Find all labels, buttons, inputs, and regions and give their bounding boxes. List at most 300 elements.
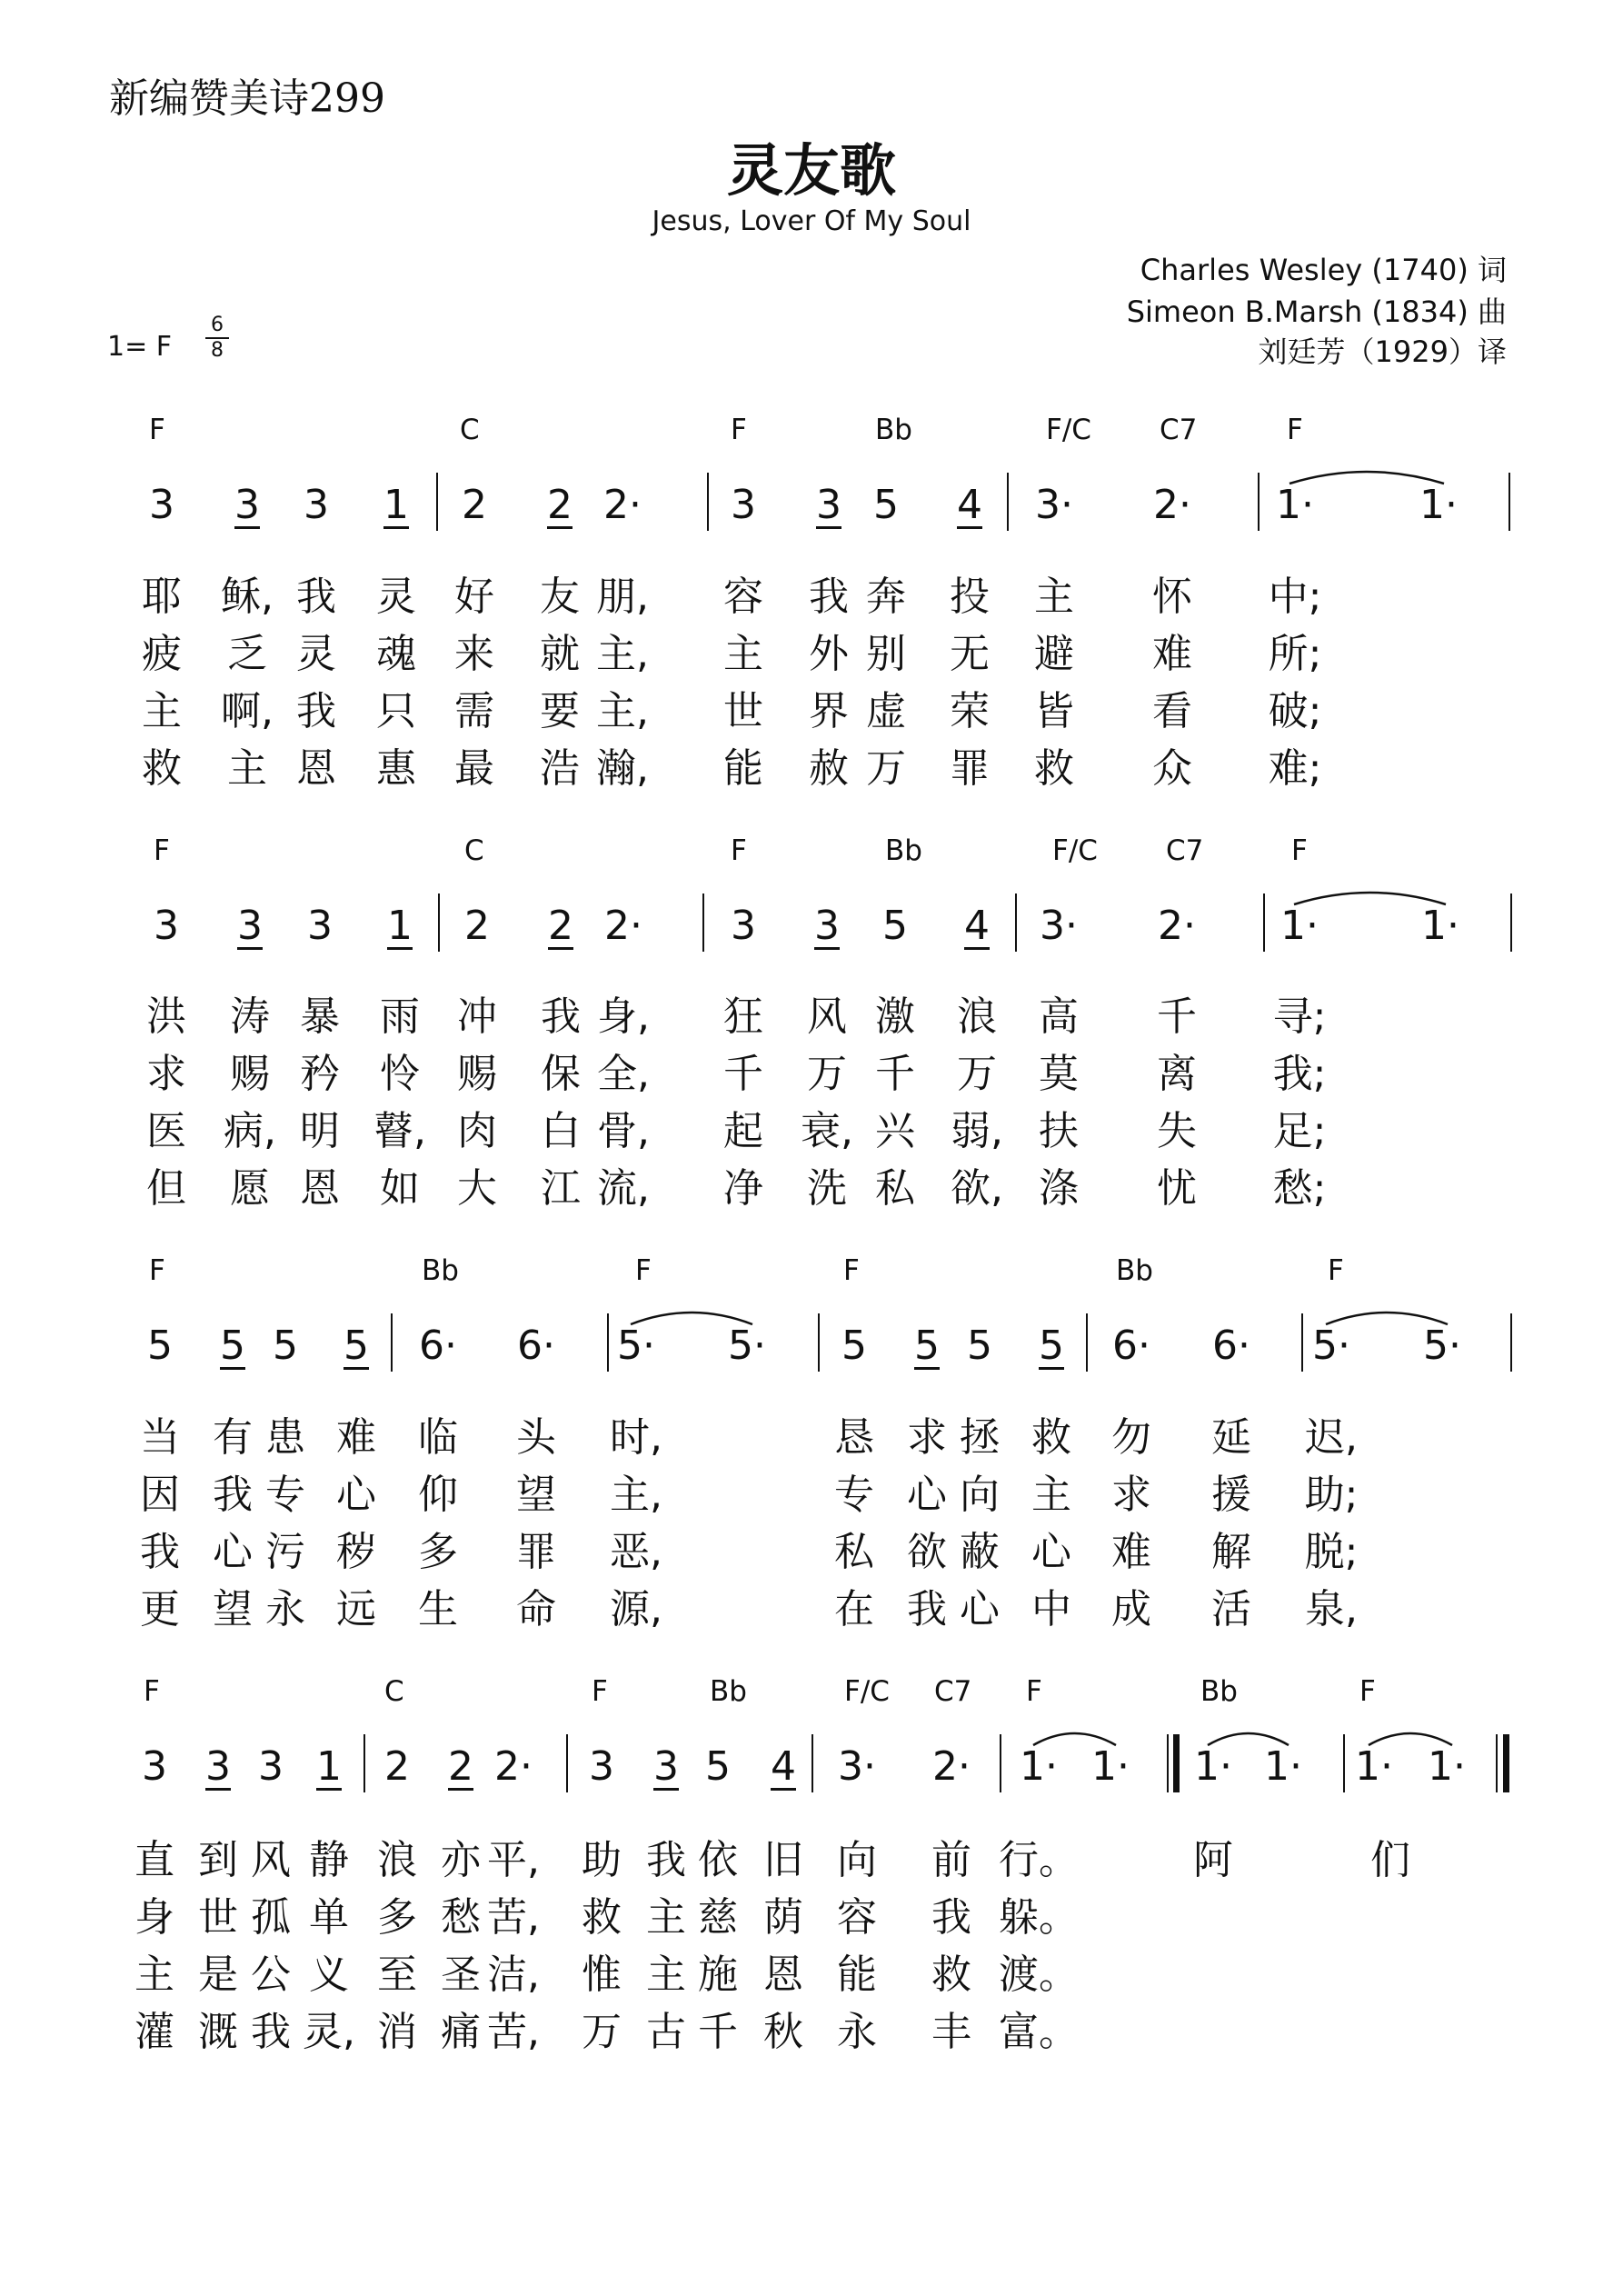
lyric-syllable: 净 [723,1165,763,1212]
jianpu-note: 2· [604,903,642,949]
lyric-syllable: 更 [140,1586,180,1632]
lyric-syllable: 仰 [418,1472,458,1518]
lyric-syllable: 身 [134,1894,174,1941]
lyric-syllable: 脱; [1304,1529,1359,1575]
lyric-syllable: 私 [875,1165,915,1212]
lyric-syllable: 赐 [230,1051,270,1097]
lyric-syllable: 冲 [457,993,497,1040]
lyric-syllable: 永 [265,1586,305,1632]
lyric-syllable: 怀 [1152,574,1192,620]
bar-line [1510,1313,1512,1372]
lyric-syllable: 主 [227,745,267,792]
lyric-syllable: 秽 [336,1529,376,1575]
lyric-syllable: 魂 [376,631,416,677]
lyric-syllable: 但 [146,1165,186,1212]
lyric-syllable: 赐 [457,1051,497,1097]
lyric-syllable: 大 [457,1165,497,1212]
chord-symbol: Bb [1116,1254,1153,1287]
lyric-syllable: 罪 [516,1529,556,1575]
tie-slur [629,1306,754,1328]
lyric-syllable: 求 [146,1051,186,1097]
jianpu-note: 2· [1153,482,1191,528]
bar-line [607,1313,609,1372]
lyric-syllable: 千 [723,1051,763,1097]
lyric-syllable: 专 [834,1472,874,1518]
chord-symbol: F [149,1254,165,1287]
jianpu-note: 3 [237,903,263,949]
tie-slur [1292,886,1448,908]
lyric-syllable: 浪 [377,1837,417,1883]
lyric-syllable: 行。 [999,1837,1079,1883]
jianpu-note: 3 [304,482,329,528]
chord-symbol: F [1359,1675,1376,1708]
lyric-syllable: 界 [809,688,849,734]
chord-symbol: C [460,414,480,446]
jianpu-note: 5 [1039,1323,1064,1369]
chord-symbol: F [1287,414,1303,446]
lyric-syllable: 主, [596,631,649,677]
chord-symbol: F [635,1254,652,1287]
lyric-syllable: 心 [960,1586,1000,1632]
lyric-syllable: 看 [1152,688,1192,734]
lyric-syllable: 身, [597,993,650,1040]
lyric-syllable: 友 [540,574,580,620]
jianpu-note: 1 [387,903,413,949]
lyric-syllable: 活 [1211,1586,1251,1632]
lyric-syllable: 衰, [801,1108,853,1154]
lyric-syllable: 直 [134,1837,174,1883]
lyric-syllable: 弱, [951,1108,1003,1154]
lyric-syllable: 全, [597,1051,650,1097]
lyric-syllable: 向 [837,1837,877,1883]
chord-symbol: F [154,834,170,867]
bar-line [1510,893,1512,952]
lyric-syllable: 望 [516,1472,556,1518]
chord-symbol: F [731,834,747,867]
jianpu-note: 2· [603,482,642,528]
chord-symbol: F [1328,1254,1344,1287]
translator-credit: 刘廷芳（1929）译 [1258,334,1507,369]
lyric-syllable: 外 [809,631,849,677]
jianpu-note: 1· [1419,482,1458,528]
jianpu-note: 2 [384,1743,410,1790]
lyric-syllable: 阿 [1193,1837,1233,1883]
lyric-syllable: 渡。 [999,1952,1079,1998]
bar-line [566,1734,568,1792]
song-title: 灵友歌 [726,137,896,204]
lyric-syllable: 们 [1370,1837,1410,1883]
lyric-syllable: 至 [377,1952,417,1998]
jianpu-note: 5 [914,1323,940,1369]
lyric-syllable: 众 [1152,745,1192,792]
lyric-syllable: 虚 [866,688,906,734]
lyric-syllable: 耶 [142,574,182,620]
lyric-syllable: 无 [950,631,990,677]
lyric-syllable: 多 [377,1894,417,1941]
lyric-syllable: 怜 [380,1051,420,1097]
lyric-syllable: 恩 [763,1952,803,1998]
bar-line [1508,473,1510,531]
lyric-syllable: 江 [541,1165,581,1212]
lyric-syllable: 如 [380,1165,420,1212]
lyric-syllable: 施 [698,1952,738,1998]
jianpu-note: 1 [383,482,409,528]
lyric-syllable: 头 [516,1414,556,1461]
tie-slur [1367,1727,1454,1749]
lyric-syllable: 助; [1304,1472,1359,1518]
jianpu-note: 6· [419,1323,457,1369]
lyric-syllable: 慈 [698,1894,738,1941]
lyric-syllable: 古 [646,2009,686,2055]
jianpu-note: 3 [149,482,174,528]
lyric-syllable: 明 [300,1108,340,1154]
lyric-syllable: 救 [1031,1414,1071,1461]
lyric-syllable: 愁; [1272,1165,1327,1212]
jianpu-note: 1· [1421,903,1459,949]
lyricist-credit: Charles Wesley (1740) 词 [1140,253,1507,287]
lyric-syllable: 苦, [487,1894,540,1941]
lyric-syllable: 向 [960,1472,1000,1518]
lyric-syllable: 灵 [296,631,336,677]
jianpu-note: 4 [964,903,990,949]
lyric-syllable: 高 [1039,993,1079,1040]
lyric-syllable: 丰 [931,2009,971,2055]
lyric-syllable: 我; [1272,1051,1327,1097]
lyric-syllable: 荣 [950,688,990,734]
lyric-syllable: 心 [336,1472,376,1518]
chord-symbol: C [384,1675,404,1708]
lyric-syllable: 主 [134,1952,174,1998]
jianpu-note: 3 [814,903,840,949]
jianpu-note: 5 [882,903,908,949]
lyric-syllable: 主, [610,1472,662,1518]
lyric-syllable: 惟 [582,1952,622,1998]
lyric-syllable: 延 [1211,1414,1251,1461]
lyric-syllable: 好 [454,574,494,620]
lyric-syllable: 万 [957,1051,997,1097]
lyric-syllable: 难 [1152,631,1192,677]
lyric-syllable: 多 [418,1529,458,1575]
lyric-syllable: 流, [597,1165,650,1212]
lyric-syllable: 只 [376,688,416,734]
jianpu-note: 2· [494,1743,533,1790]
jianpu-note: 6· [1212,1323,1250,1369]
lyric-syllable: 难 [336,1414,376,1461]
bar-line [1263,893,1265,952]
lyric-syllable: 主 [1034,574,1074,620]
lyric-syllable: 蔽 [960,1529,1000,1575]
chord-symbol: F [592,1675,608,1708]
lyric-syllable: 骨, [597,1108,650,1154]
lyric-syllable: 瀚, [596,745,649,792]
lyric-syllable: 主 [142,688,182,734]
jianpu-note: 1· [1020,1743,1058,1790]
chord-symbol: Bb [1200,1675,1238,1708]
lyric-syllable: 狂 [723,993,763,1040]
jianpu-note: 2 [462,482,487,528]
jianpu-note: 5· [728,1323,766,1369]
lyric-syllable: 就 [540,631,580,677]
lyric-syllable: 医 [146,1108,186,1154]
lyric-syllable: 破; [1268,688,1322,734]
jianpu-note: 2 [547,482,573,528]
lyric-syllable: 秋 [763,2009,803,2055]
jianpu-note: 1· [1355,1743,1393,1790]
lyric-syllable: 主 [1031,1472,1071,1518]
lyric-syllable: 泉, [1305,1586,1358,1632]
jianpu-note: 5 [873,482,899,528]
lyric-syllable: 解 [1211,1529,1251,1575]
jianpu-note: 3 [653,1743,679,1790]
lyric-syllable: 心 [213,1529,253,1575]
song-subtitle: Jesus, Lover Of My Soul [652,205,971,237]
lyric-syllable: 万 [866,745,906,792]
lyric-syllable: 我 [213,1472,253,1518]
lyric-syllable: 白 [541,1108,581,1154]
lyric-syllable: 我 [296,574,336,620]
jianpu-note: 5· [1423,1323,1461,1369]
time-signature-top: 6 [211,314,224,336]
chord-symbol: Bb [875,414,912,446]
bar-line [1086,1313,1088,1372]
lyric-syllable: 万 [582,2009,622,2055]
composer-credit: Simeon B.Marsh (1834) 曲 [1126,294,1507,329]
lyric-syllable: 奔 [866,574,906,620]
bar-line [438,893,440,952]
lyric-syllable: 最 [454,745,494,792]
lyric-syllable: 躲。 [999,1894,1079,1941]
jianpu-note: 6· [1112,1323,1150,1369]
lyric-syllable: 远 [336,1586,376,1632]
jianpu-note: 3 [154,903,179,949]
lyric-syllable: 赦 [809,745,849,792]
lyric-syllable: 荫 [763,1894,803,1941]
jianpu-note: 3 [258,1743,284,1790]
bar-line [363,1734,365,1792]
lyric-syllable: 在 [834,1586,874,1632]
lyric-syllable: 万 [807,1051,847,1097]
lyric-syllable: 疲 [142,631,182,677]
lyric-syllable: 我 [646,1837,686,1883]
lyric-syllable: 洪 [146,993,186,1040]
jianpu-note: 5· [617,1323,655,1369]
final-bar-line [1503,1734,1509,1792]
jianpu-note: 5 [344,1323,369,1369]
jianpu-note: 2 [464,903,490,949]
jianpu-note: 3 [307,903,333,949]
lyric-syllable: 稣, [221,574,274,620]
lyric-syllable: 容 [837,1894,877,1941]
lyric-syllable: 到 [198,1837,238,1883]
lyric-syllable: 心 [907,1472,947,1518]
lyric-syllable: 我 [907,1586,947,1632]
lyric-syllable: 失 [1157,1108,1197,1154]
key-signature: 1= F [107,331,173,363]
lyric-syllable: 世 [198,1894,238,1941]
lyric-syllable: 灵 [376,574,416,620]
lyric-syllable: 主, [596,688,649,734]
chord-symbol: F [843,1254,860,1287]
lyric-syllable: 离 [1157,1051,1197,1097]
lyric-syllable: 公 [251,1952,291,1998]
chord-symbol: C7 [934,1675,972,1708]
jianpu-note: 1· [1264,1743,1302,1790]
lyric-syllable: 溉 [198,2009,238,2055]
jianpu-note: 3 [589,1743,614,1790]
lyric-syllable: 涛 [230,993,270,1040]
chord-symbol: C7 [1160,414,1198,446]
lyric-syllable: 私 [834,1529,874,1575]
lyric-syllable: 洗 [807,1165,847,1212]
lyric-syllable: 千 [698,2009,738,2055]
lyric-syllable: 寻; [1272,993,1327,1040]
lyric-syllable: 朋, [596,574,649,620]
lyric-syllable: 恳 [834,1414,874,1461]
jianpu-note: 3 [816,482,841,528]
jianpu-note: 1· [1276,482,1314,528]
bar-line [702,893,704,952]
jianpu-note: 5 [273,1323,298,1369]
lyric-syllable: 痛 [441,2009,481,2055]
jianpu-note: 1· [1280,903,1319,949]
lyric-syllable: 欲 [907,1529,947,1575]
jianpu-note: 2· [932,1743,971,1790]
bar-line [1167,1734,1169,1792]
tie-slur [1031,1727,1118,1749]
lyric-syllable: 保 [541,1051,581,1097]
lyric-syllable: 瞽, [373,1108,426,1154]
lyric-syllable: 当 [140,1414,180,1461]
lyric-syllable: 忧 [1157,1165,1197,1212]
chord-symbol: F/C [1046,414,1091,446]
jianpu-note: 3 [731,482,756,528]
lyric-syllable: 求 [1111,1472,1151,1518]
lyric-syllable: 勿 [1111,1414,1151,1461]
lyric-syllable: 风 [807,993,847,1040]
lyric-syllable: 能 [723,745,763,792]
lyric-syllable: 灌 [134,2009,174,2055]
lyric-syllable: 前 [931,1837,971,1883]
lyric-syllable: 恩 [296,745,336,792]
lyric-syllable: 生 [418,1586,458,1632]
bar-line [1007,473,1009,531]
lyric-syllable: 千 [1157,993,1197,1040]
jianpu-note: 3· [838,1743,876,1790]
lyric-syllable: 投 [950,574,990,620]
lyric-syllable: 难; [1268,745,1322,792]
jianpu-note: 5 [841,1323,867,1369]
lyric-syllable: 助 [582,1837,622,1883]
lyric-syllable: 救 [1034,745,1074,792]
lyric-syllable: 乏 [227,631,267,677]
jianpu-note: 2· [1158,903,1196,949]
chord-symbol: F [1291,834,1308,867]
lyric-syllable: 我 [140,1529,180,1575]
chord-symbol: F/C [1052,834,1098,867]
jianpu-note: 3· [1040,903,1078,949]
lyric-syllable: 惠 [376,745,416,792]
lyric-syllable: 我 [541,993,581,1040]
lyric-syllable: 时, [610,1414,662,1461]
lyric-syllable: 愿 [230,1165,270,1212]
lyric-syllable: 愁 [441,1894,481,1941]
lyric-syllable: 千 [875,1051,915,1097]
lyric-syllable: 扶 [1039,1108,1079,1154]
lyric-syllable: 灵, [303,2009,355,2055]
tie-slur [1288,465,1446,487]
lyric-syllable: 要 [540,688,580,734]
lyric-syllable: 源, [610,1586,662,1632]
lyric-syllable: 恩 [300,1165,340,1212]
jianpu-note: 5 [967,1323,992,1369]
lyric-syllable: 援 [1211,1472,1251,1518]
lyric-syllable: 矜 [300,1051,340,1097]
bar-line [707,473,709,531]
jianpu-note: 4 [957,482,982,528]
lyric-syllable: 旧 [763,1837,803,1883]
lyric-syllable: 命 [516,1586,556,1632]
lyric-syllable: 雨 [380,993,420,1040]
lyric-syllable: 别 [866,631,906,677]
lyric-syllable: 污 [265,1529,305,1575]
bar-line [812,1734,813,1792]
lyric-syllable: 救 [582,1894,622,1941]
time-signature-bottom: 8 [211,339,224,362]
lyric-syllable: 莫 [1039,1051,1079,1097]
lyric-syllable: 罪 [950,745,990,792]
final-bar-line [1496,1734,1498,1792]
chord-symbol: F/C [844,1675,890,1708]
jianpu-note: 5 [147,1323,173,1369]
lyric-syllable: 义 [309,1952,349,1998]
chord-symbol: F [731,414,747,446]
jianpu-note: 3 [234,482,260,528]
lyric-syllable: 亦 [441,1837,481,1883]
lyric-syllable: 我 [296,688,336,734]
lyric-syllable: 中; [1268,574,1322,620]
lyric-syllable: 迟, [1305,1414,1358,1461]
tie-slur [1324,1306,1449,1328]
lyric-syllable: 心 [1031,1529,1071,1575]
bar-line [1258,473,1260,531]
lyric-syllable: 肉 [457,1108,497,1154]
lyric-syllable: 单 [309,1894,349,1941]
lyric-syllable: 我 [809,574,849,620]
lyric-syllable: 主 [646,1894,686,1941]
lyric-syllable: 临 [418,1414,458,1461]
jianpu-note: 2 [448,1743,473,1790]
lyric-syllable: 洁, [487,1952,540,1998]
jianpu-note: 2 [548,903,573,949]
jianpu-note: 3· [1035,482,1073,528]
lyric-syllable: 难 [1111,1529,1151,1575]
jianpu-note: 6· [517,1323,555,1369]
lyric-syllable: 求 [907,1414,947,1461]
lyric-syllable: 欲, [951,1165,1003,1212]
jianpu-note: 5· [1312,1323,1350,1369]
lyric-syllable: 浩 [540,745,580,792]
chord-symbol: Bb [422,1254,459,1287]
jianpu-note: 1· [1428,1743,1466,1790]
tie-slur [1206,1727,1290,1749]
lyric-syllable: 足; [1272,1108,1327,1154]
lyric-syllable: 病, [224,1108,276,1154]
lyric-syllable: 恶, [610,1529,662,1575]
chord-symbol: F [1026,1675,1042,1708]
lyric-syllable: 激 [875,993,915,1040]
jianpu-note: 5 [220,1323,245,1369]
lyric-syllable: 平, [487,1837,540,1883]
